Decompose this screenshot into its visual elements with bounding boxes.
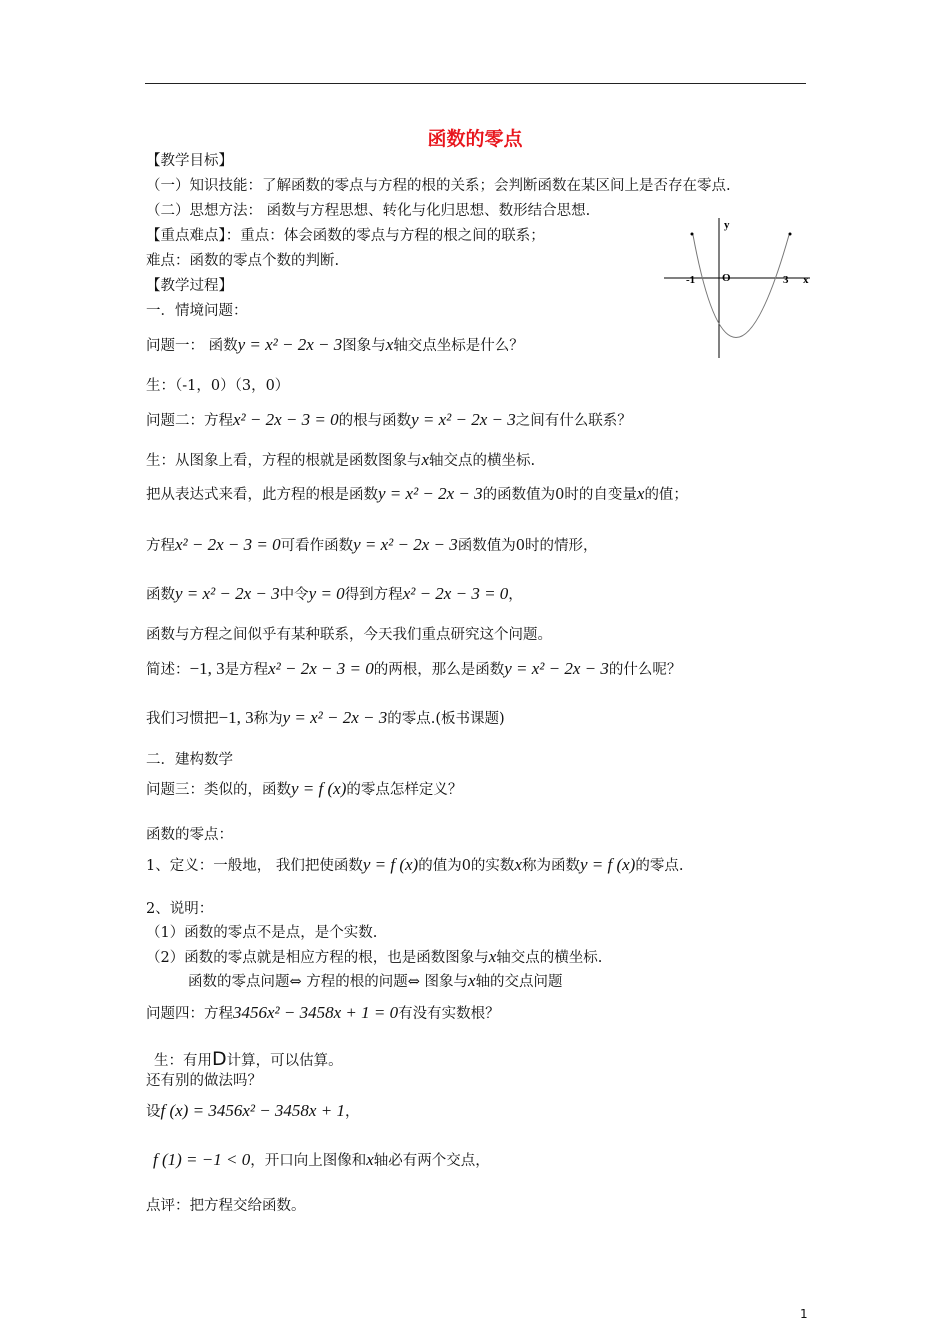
process-heading: 【教学过程】 (146, 278, 233, 294)
difficulty: 难点：函数的零点个数的判断. (146, 253, 340, 269)
connection-statement: 函数与方程之间似乎有某种联系，今天我们重点研究这个问题。 (146, 627, 552, 643)
key-points: 【重点难点】：重点：体会函数的零点与方程的根之间的联系； (146, 228, 545, 244)
section-construct: 二．建构数学 (146, 752, 233, 768)
summary: 简述：−1, 3是方程x² − 2x − 3 = 0的两根，那么是函数y = x² − 2x − 3的什么呢？ (146, 659, 682, 678)
comment: 点评：把方程交给函数。 (146, 1198, 306, 1214)
zero-heading: 函数的零点： (146, 827, 233, 843)
y-axis-label: y (724, 219, 730, 231)
objectives-heading: 【教学目标】 (146, 153, 233, 169)
page-title: 函数的零点 (427, 128, 523, 150)
f-at-one: f (1) = −1 < 0，开口向上图像和x轴必有两个交点， (153, 1150, 490, 1169)
let-function: 设f (x) = 3456x² − 3458x + 1， (146, 1101, 360, 1120)
expression-view: 把从表达式来看，此方程的根是函数y = x² − 2x − 3的函数值为0时的自变量x的值； (146, 484, 688, 503)
student-answer-two: 生：从图象上看，方程的根就是函数图象与x轴交点的横坐标. (146, 450, 536, 469)
objective-knowledge: （一）知识技能：了解函数的零点与方程的根的关系；会判断函数在某区间上是否存在零点. (146, 178, 731, 194)
three-label: 3 (783, 274, 789, 286)
note-one: （1）函数的零点不是点，是个实数. (146, 925, 378, 941)
student-answer-one: 生：（-1，0）（3，0） (146, 378, 290, 394)
set-y-zero: 函数y = x² − 2x − 3中令y = 0得到方程x² − 2x − 3 = 0， (146, 584, 523, 603)
parabola-graph (664, 212, 814, 362)
note-three: 函数的零点问题⇔ 方程的根的问题⇔ 图象与x轴的交点问题 (188, 971, 563, 990)
curve-end-dot (789, 233, 792, 236)
section-situation: 一．情境问题： (146, 303, 248, 319)
neg-one-label: -1 (686, 274, 696, 286)
objective-method: （二）思想方法： 函数与方程思想、转化与化归思想、数形结合思想. (146, 203, 591, 219)
note-two: （2）函数的零点就是相应方程的根，也是函数图象与x轴交点的横坐标. (146, 947, 603, 966)
page-number: 1 (800, 1307, 808, 1321)
origin-label: O (722, 272, 731, 284)
other-method: 还有别的做法吗？ (146, 1073, 262, 1089)
zero-naming: 我们习惯把−1, 3称为y = x² − 2x − 3的零点.(板书课题) (146, 708, 505, 727)
question-four: 问题四：方程3456x² − 3458x + 1 = 0有没有实数根？ (146, 1003, 500, 1022)
student-answer-four: 生：有用D计算，可以估算。 (154, 1048, 343, 1070)
definition: 1、定义：一般地， 我们把使函数y = f (x)的值为0的实数x称为函数y = f (x)的零点. (146, 855, 684, 874)
note-heading: 2、说明： (146, 901, 214, 917)
curve-end-dot (691, 233, 694, 236)
x-axis-label: x (803, 274, 809, 286)
equation-as-function: 方程x² − 2x − 3 = 0可看作函数y = x² − 2x − 3函数值为0时的情形， (146, 535, 598, 554)
header-rule (145, 83, 806, 84)
question-one: 问题一： 函数y = x² − 2x − 3图象与x轴交点坐标是什么？ (146, 335, 524, 354)
question-two: 问题二：方程x² − 2x − 3 = 0的根与函数y = x² − 2x − 3之间有什么联系？ (146, 410, 632, 429)
parabola-curve (693, 235, 789, 338)
question-three: 问题三：类似的，函数y = f (x)的零点怎样定义？ (146, 779, 463, 798)
